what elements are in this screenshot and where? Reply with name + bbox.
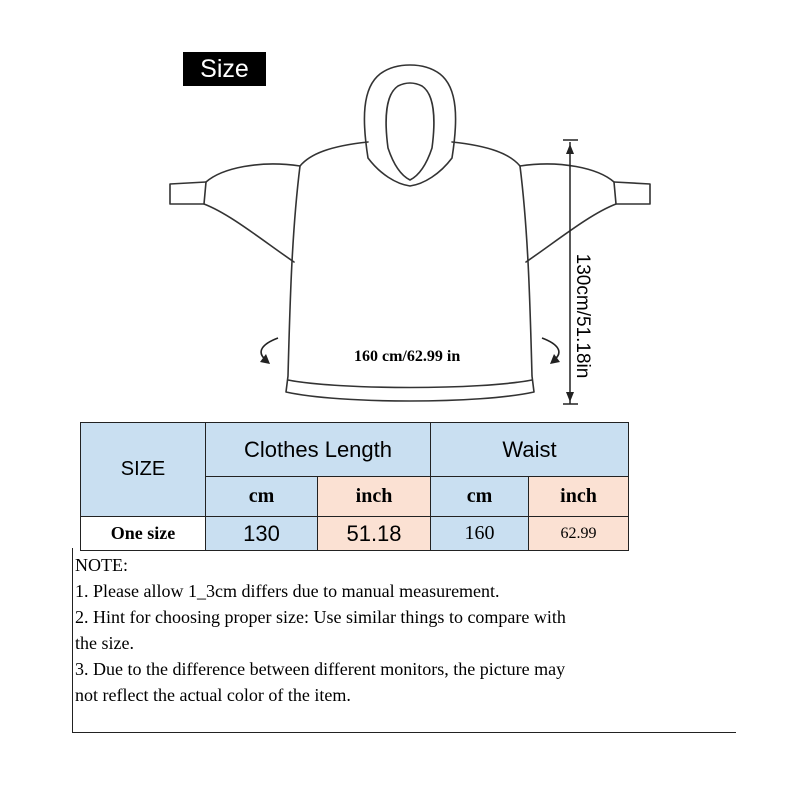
note-line: not reflect the actual color of the item. [75,685,351,705]
left-cuff [170,182,206,204]
note-line: 2. Hint for choosing proper size: Use similar things to compare with [75,607,566,627]
length-arrowhead-top [566,144,574,154]
waist-inch-value: 62.99 [529,517,629,551]
waist-arrow-right [542,338,559,360]
waist-measurement-label: 160 cm/62.99 in [354,348,461,365]
waist-header: Waist [431,423,629,477]
length-cm-value: 130 [206,517,318,551]
size-header: SIZE [81,423,206,517]
waist-cm-value: 160 [431,517,529,551]
clothes-length-header: Clothes Length [206,423,431,477]
left-sleeve [204,164,300,262]
waist-arrow-left [261,338,278,360]
right-sleeve [520,164,616,262]
size-badge: Size [183,52,266,86]
length-inch-value: 51.18 [318,517,431,551]
one-size-cell: One size [81,517,206,551]
length-arrowhead-bottom [566,392,574,402]
note-line: 3. Due to the difference between different monitors, the picture may [75,659,566,679]
size-table [80,422,629,551]
note-line: 1. Please allow 1_3cm differs due to manual measurement. [75,581,500,601]
note-line: the size. [75,633,134,653]
waist-inch-header: inch [529,477,629,517]
notes-title: NOTE: [75,555,128,575]
length-cm-header: cm [206,477,318,517]
hood-inner [386,83,434,180]
notes-box [72,548,736,733]
length-measurement-label: 130cm/51.18in [572,253,593,379]
waist-cm-header: cm [431,477,529,517]
length-inch-header: inch [318,477,431,517]
right-cuff [614,182,650,204]
hem-line [288,380,532,388]
